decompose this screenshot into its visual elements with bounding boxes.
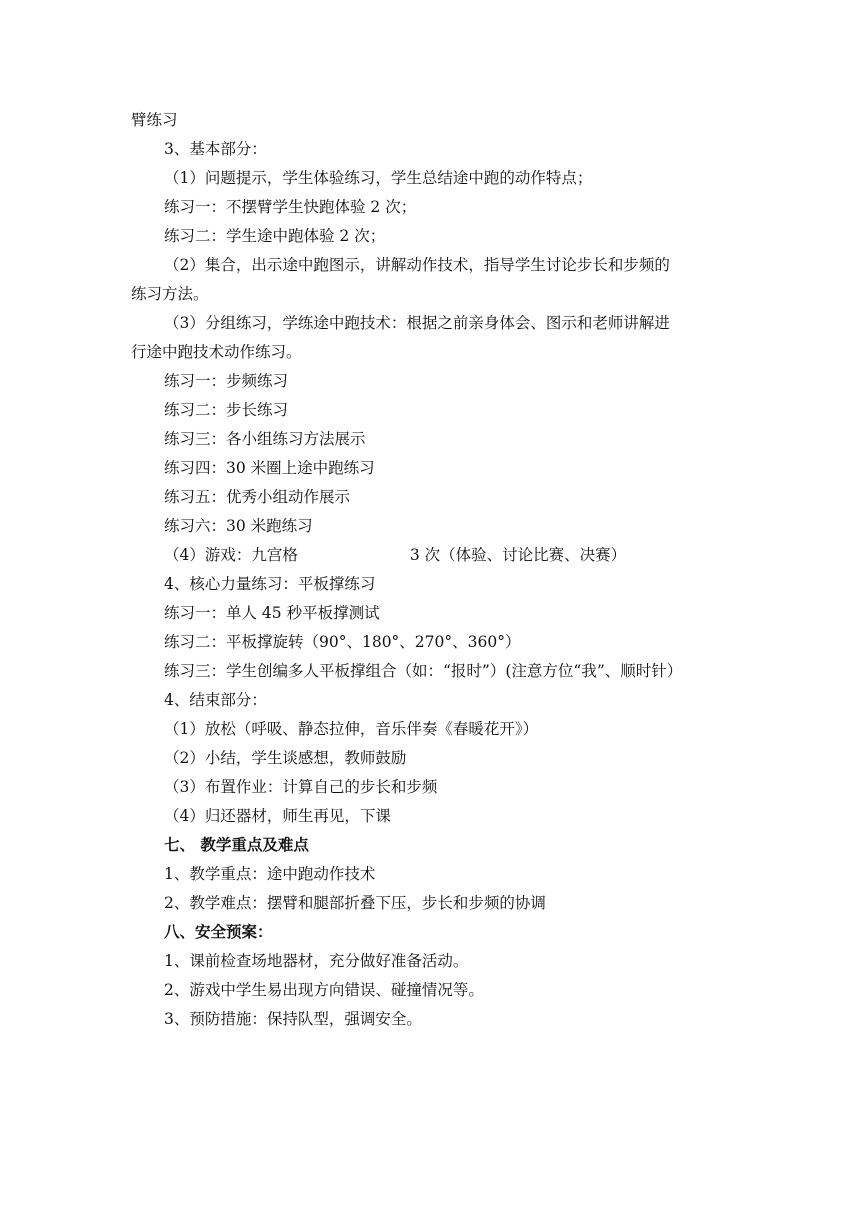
section-basic-part: 3、基本部分：: [164, 140, 267, 158]
text-line-relax: （1）放松（呼吸、静态拉伸，音乐伴奏《春暖花开》）: [164, 720, 539, 738]
text-line-safety-check: 1、课前检查场地器材，充分做好准备活动。: [164, 952, 469, 970]
text-line-game: [164, 544, 626, 566]
text-line-key-point: 1、教学重点：途中跑动作技术: [164, 865, 376, 883]
game-rounds: 3 次（体验、讨论比赛、决赛）: [409, 546, 627, 564]
section-core-strength: 4、核心力量练习：平板撑练习: [164, 575, 376, 593]
text-line-practice-method: 练习方法。: [131, 285, 209, 303]
text-line-assemble: （2）集合，出示途中跑图示，讲解动作技术，指导学生讨论步长和步频的: [164, 256, 670, 274]
text-line-exercise-stride-length: 练习二：步长练习: [164, 401, 289, 419]
text-line-technique-practice: 行途中跑技术动作练习。: [131, 343, 302, 361]
heading-safety-plan: 八、安全预案：: [164, 922, 273, 941]
text-line-safety-measures: 3、预防措施：保持队型，强调安全。: [164, 1010, 422, 1028]
text-line-group-practice: （3）分组练习，学练途中跑技术：根据之前亲身体会、图示和老师讲解进: [164, 314, 670, 332]
text-line-return-equipment: （4）归还器材，师生再见，下课: [164, 807, 391, 825]
text-line-summary: （2）小结，学生谈感想，教师鼓励: [164, 749, 407, 767]
text-line-exercise-group-show: 练习三：各小组练习方法展示: [164, 430, 366, 448]
section-ending-part: 4、结束部分：: [164, 691, 267, 709]
text-line-exercise-best-group: 练习五：优秀小组动作展示: [164, 488, 351, 506]
text-line-plank-group: 练习三：学生创编多人平板撑组合（如：“报时”）(注意方位“我”、顺时针）: [164, 662, 683, 680]
text-line-exercise-30m-loop: 练习四：30 米圈上途中跑练习: [164, 459, 375, 477]
text-line-exercise-2: 练习二：学生途中跑体验 2 次；: [164, 227, 386, 245]
text-line-exercise-stride-frequency: 练习一：步频练习: [164, 372, 289, 390]
text-line-plank-test: 练习一：单人 45 秒平板撑测试: [164, 604, 380, 622]
text-line-exercise-1: 练习一：不摆臂学生快跑体验 2 次；: [164, 198, 417, 216]
heading-key-points: 七、 教学重点及难点: [164, 835, 309, 854]
text-line-safety-risk: 2、游戏中学生易出现方向错误、碰撞情况等。: [164, 981, 484, 999]
text-line-homework: （3）布置作业：计算自己的步长和步频: [164, 778, 438, 796]
game-name: （4）游戏：九宫格: [164, 546, 298, 564]
text-line-plank-rotation: 练习二：平板撑旋转（90°、180°、270°、360°）: [164, 633, 521, 651]
text-line-arm-practice: 臂练习: [131, 111, 178, 129]
text-line-question-prompt: （1）问题提示，学生体验练习，学生总结途中跑的动作特点；: [164, 169, 593, 187]
text-line-difficulty: 2、教学难点：摆臂和腿部折叠下压，步长和步频的协调: [164, 894, 546, 912]
text-line-exercise-30m-run: 练习六：30 米跑练习: [164, 517, 313, 535]
